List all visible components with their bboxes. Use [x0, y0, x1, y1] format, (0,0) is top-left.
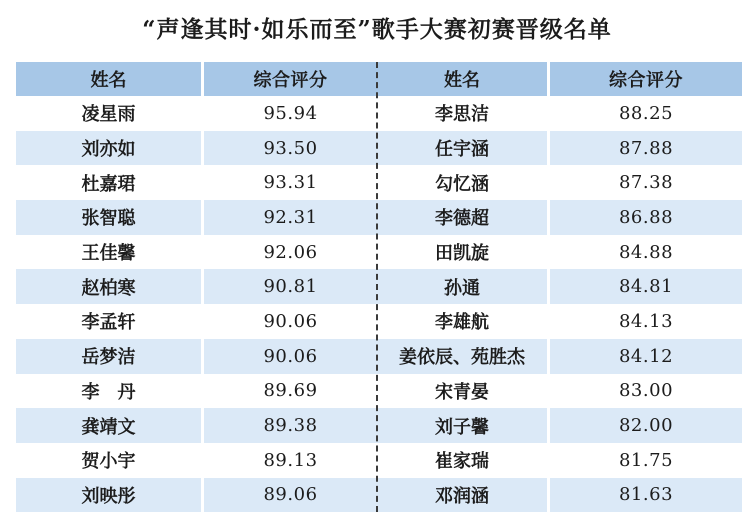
row-left-half — [16, 374, 377, 409]
contestant-name: 赵柏寒 — [16, 269, 201, 304]
contestant-name: 岳梦洁 — [16, 339, 201, 374]
row-left-half — [16, 165, 377, 200]
contestant-score: 90.81 — [204, 269, 377, 304]
contestant-name: 崔家瑞 — [435, 451, 489, 473]
row-right-half — [377, 339, 742, 374]
table-row — [16, 200, 742, 235]
contestant-name: 李孟轩 — [81, 312, 136, 334]
contestant-score: 93.50 — [204, 131, 377, 166]
contestant-score: 95.94 — [263, 102, 318, 124]
table-row — [16, 235, 742, 270]
contestant-score: 84.81 — [550, 269, 742, 304]
row-left-half — [16, 304, 377, 339]
contestant-name: 杜嘉珺 — [81, 173, 136, 195]
contestant-score: 87.38 — [618, 172, 674, 194]
row-left-half — [16, 478, 377, 513]
contestant-name: 龚靖文 — [16, 408, 201, 443]
row-right-half — [377, 165, 742, 200]
contestant-score: 89.06 — [204, 478, 377, 513]
contestant-name: 张智聪 — [16, 200, 201, 235]
row-right-half — [377, 96, 742, 131]
row-right-half — [377, 200, 742, 235]
contestant-name: 刘子馨 — [377, 408, 547, 443]
contestant-score: 90.06 — [204, 339, 377, 374]
contestant-score: 93.31 — [263, 172, 318, 194]
page-title: “声逢其时·如乐而至”歌手大赛初赛晋级名单 — [142, 16, 612, 43]
row-left-half — [16, 443, 377, 478]
row-left-half — [16, 200, 377, 235]
contestant-name: 贺小宇 — [81, 451, 136, 473]
contestant-score: 81.75 — [618, 449, 674, 471]
row-right-half — [377, 235, 742, 270]
table-header-row — [16, 62, 742, 96]
row-right-half — [377, 374, 742, 409]
contestant-score: 92.06 — [263, 241, 318, 263]
header-name-right: 姓名 — [377, 62, 547, 96]
contestant-name: 任宇涵 — [377, 131, 547, 166]
contestant-score: 89.38 — [204, 408, 377, 443]
table-row — [16, 165, 742, 200]
header-left-half — [16, 62, 377, 96]
contestant-score: 90.06 — [263, 310, 318, 332]
row-left-half — [16, 96, 377, 131]
contestant-score: 87.88 — [550, 131, 742, 166]
contestant-name: 勾忆涵 — [435, 173, 489, 195]
contestant-name: 田凯旋 — [435, 243, 489, 265]
table-row — [16, 478, 742, 513]
contestant-score: 92.31 — [204, 200, 377, 235]
contestant-name: 李思洁 — [435, 104, 489, 126]
row-right-half — [377, 131, 742, 166]
contestant-name: 王佳馨 — [81, 243, 136, 265]
contestant-score: 89.69 — [263, 380, 318, 402]
contestant-name: 李德超 — [377, 200, 547, 235]
contestant-name: 刘亦如 — [16, 131, 201, 166]
row-right-half — [377, 269, 742, 304]
contestant-score: 84.13 — [618, 310, 674, 332]
contestant-name: 李雄航 — [435, 312, 489, 334]
contestant-score: 81.63 — [550, 478, 742, 513]
row-left-half — [16, 339, 377, 374]
header-name-left: 姓名 — [16, 62, 201, 96]
contestant-name: 凌星雨 — [81, 104, 136, 126]
contestant-name: 宋青晏 — [435, 381, 489, 403]
table-row — [16, 408, 742, 443]
row-right-half — [377, 478, 742, 513]
table-row — [16, 131, 742, 166]
contestant-name: 孙通 — [377, 269, 547, 304]
header-right-half — [377, 62, 742, 96]
contestant-name: 邓润涵 — [377, 478, 547, 513]
contestant-score: 88.25 — [618, 102, 674, 124]
table-middle-divider — [376, 62, 378, 512]
contestant-score: 84.88 — [618, 241, 674, 263]
row-left-half — [16, 235, 377, 270]
contestant-score: 83.00 — [618, 380, 674, 402]
table-row — [16, 96, 742, 131]
row-left-half — [16, 269, 377, 304]
row-left-half — [16, 408, 377, 443]
header-score-right: 综合评分 — [550, 62, 742, 96]
table-body — [16, 96, 742, 512]
row-right-half — [377, 408, 742, 443]
page — [0, 14, 754, 512]
table-row — [16, 374, 742, 409]
contestant-score: 82.00 — [550, 408, 742, 443]
table-row — [16, 339, 742, 374]
contestant-name: 李 丹 — [81, 381, 136, 403]
table-row — [16, 269, 742, 304]
table-row — [16, 443, 742, 478]
row-left-half — [16, 131, 377, 166]
contestant-name: 姜依辰、苑胜杰 — [377, 339, 547, 374]
table-row — [16, 304, 742, 339]
row-right-half — [377, 304, 742, 339]
row-right-half — [377, 443, 742, 478]
contestant-name: 刘映彤 — [16, 478, 201, 513]
contestant-score: 86.88 — [550, 200, 742, 235]
header-score-left: 综合评分 — [204, 62, 377, 96]
results-table — [16, 62, 742, 512]
contestant-score: 89.13 — [263, 449, 318, 471]
contestant-score: 84.12 — [550, 339, 742, 374]
